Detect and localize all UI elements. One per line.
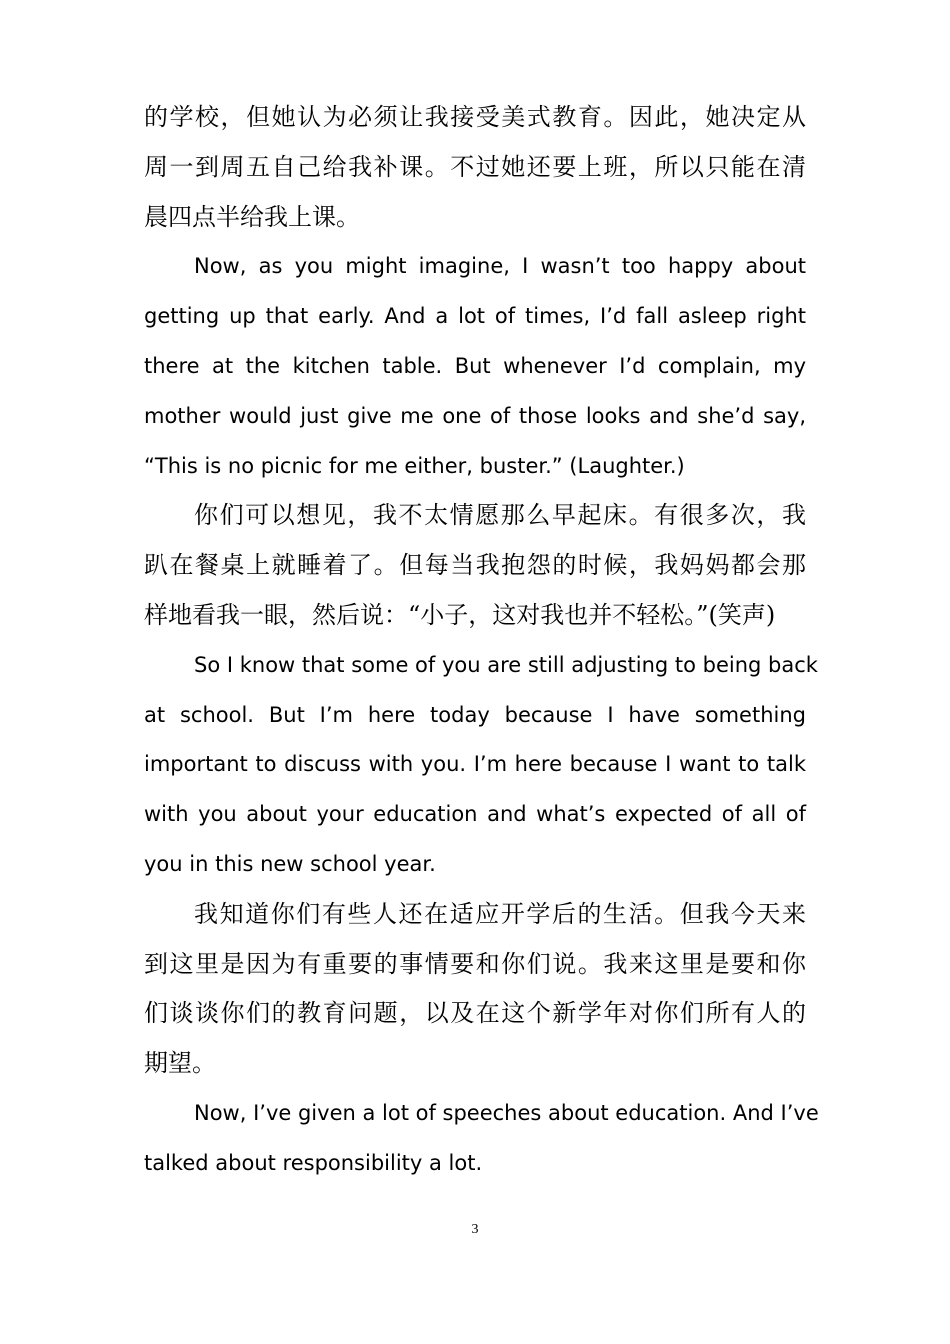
paragraph: [144, 1089, 819, 1189]
paragraph: [144, 491, 806, 640]
text-line: 你们可以想见，我不太情愿那么早起床。有很多次，我: [194, 501, 806, 530]
text-line: at school. But I’m here today because I have something: [144, 702, 806, 727]
text-line: Now, as you might imagine, I wasn’t too happy about: [194, 254, 806, 279]
text-line: mother would just give me one of those looks and she’d say,: [144, 403, 806, 428]
text-line: 周一到周五自己给我补课。不过她还要上班，所以只能在清: [144, 152, 806, 181]
text-line: 我知道你们有些人还在适应开学后的生活。但我今天来: [194, 899, 806, 928]
text-line: important to discuss with you. I’m here because I want to talk: [144, 752, 806, 777]
document-body: [144, 93, 819, 1189]
text-line: 的学校，但她认为必须让我接受美式教育。因此，她决定从: [144, 103, 806, 131]
text-line: 晨四点半给我上课。: [144, 202, 360, 231]
text-line: there at the kitchen table. But whenever I’d complain, my: [144, 353, 806, 378]
text-line: talked about responsibility a lot.: [144, 1150, 483, 1175]
paragraph: [144, 93, 806, 242]
text-line: getting up that early. And a lot of times, I’d fall asleep right: [144, 304, 806, 329]
text-line: you in this new school year.: [144, 851, 436, 876]
paragraph: [144, 890, 806, 1089]
paragraph: [144, 242, 806, 491]
text-line: Now, I’ve given a lot of speeches about education. And I’ve: [194, 1100, 819, 1125]
text-line: 们谈谈你们的教育问题，以及在这个新学年对你们所有人的: [144, 999, 806, 1028]
text-line: 趴在餐桌上就睡着了。但每当我抱怨的时候，我妈妈都会那: [144, 551, 806, 580]
text-line: “This is no picnic for me either, buster.” (Laughter.): [144, 453, 685, 478]
text-line: So I know that some of you are still adjusting to being back: [194, 652, 818, 677]
page-number: 3: [471, 1222, 479, 1237]
text-line: 样地看我一眼，然后说：“小子，这对我也并不轻松。”(笑声): [144, 600, 776, 629]
text-line: 到这里是因为有重要的事情要和你们说。我来这里是要和你: [144, 949, 806, 978]
text-line: 期望。: [144, 1049, 216, 1078]
paragraph: [144, 641, 818, 890]
text-line: with you about your education and what’s expected of all of: [144, 802, 806, 827]
